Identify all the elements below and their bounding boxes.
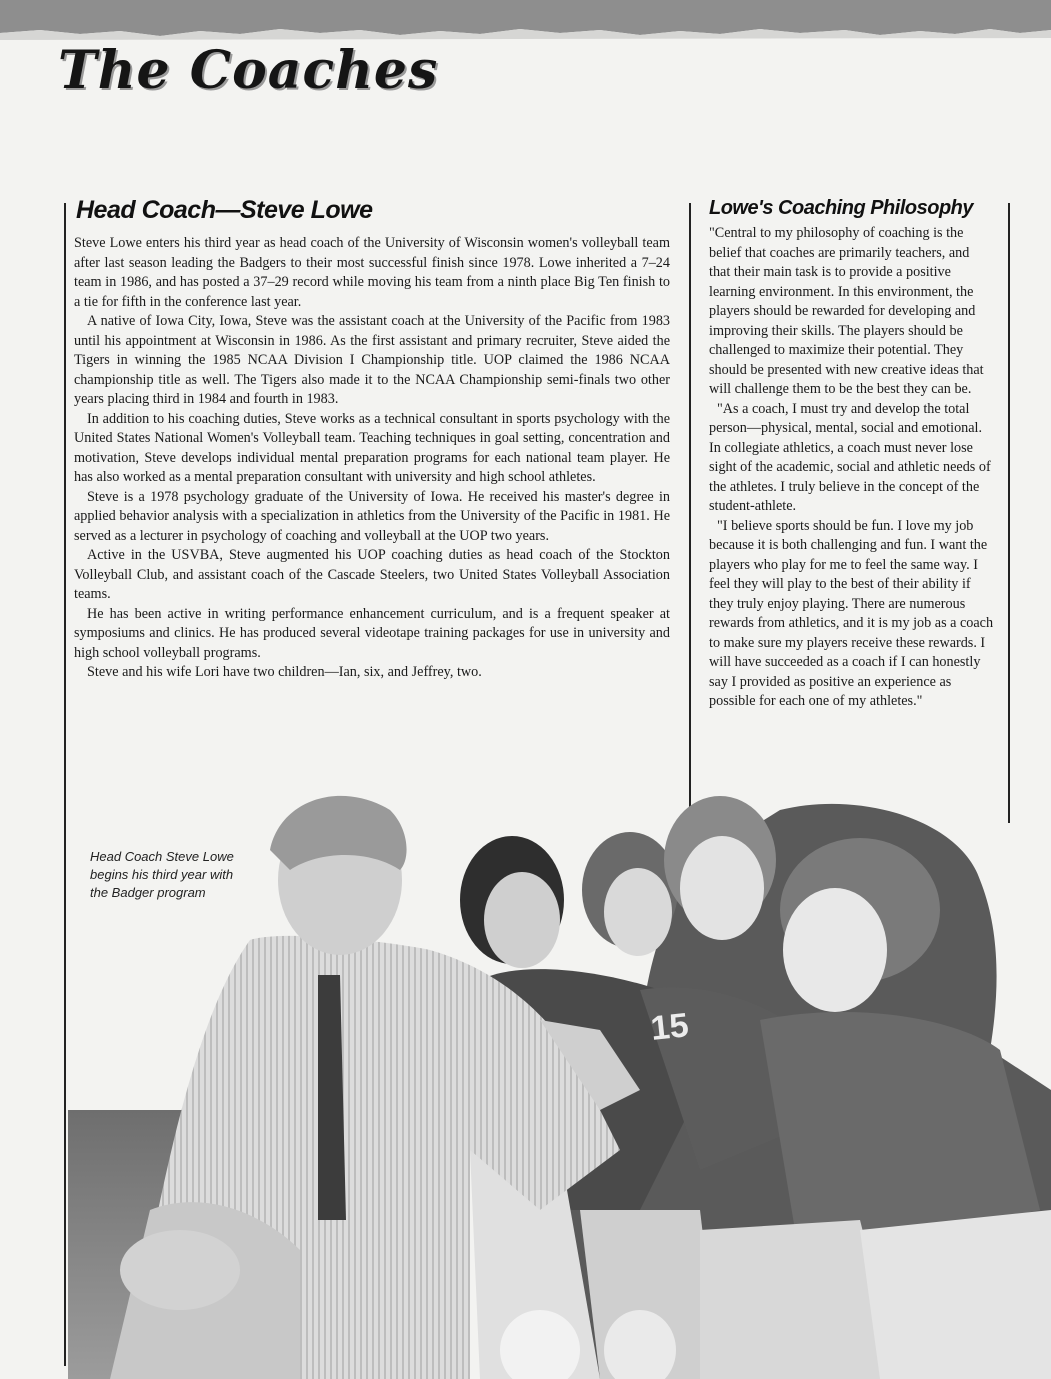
sidebar-paragraph: "I believe sports should be fun. I love my job because it is both challenging and fun. I want the players who play for me to feel the same way. I feel they will play to the best of their ability if they truly enjoy playing. There are numerous rewards from athletics, and it is my job as a coach to make sure my players receive these rewards. I will have succeeded as a coach if I can honestly say I provided as positive an experience as possible for each one of my athletes.": [709, 517, 994, 709]
main-paragraph: In addition to his coaching duties, Steve works as a technical consultant in sports psychology with the United States National Women's Volleyball team. Teaching techniques in goal setting, concentration and motivation, Steve develops individual mental preparation programs for each national team player. He has also worked as a mental preparation consultant with university and high school athletes.: [74, 410, 670, 485]
main-article-heading: Head Coach—Steve Lowe: [76, 196, 373, 224]
column-divider-rule: [689, 203, 691, 813]
main-paragraph: A native of Iowa City, Iowa, Steve was the assistant coach at the University of the Pacific from 1983 until his appointment at Wisconsin in 1986. As the first assistant and primary recruiter, Steve aided the Tigers in winning the 1985 NCAA Division I Championship title. UOP claimed the 1986 NCAA championship title as well. The Tigers also made it to the NCAA Championship semi-finals two other years placing third in 1984 and fourth in 1983.: [74, 313, 670, 407]
right-column-rule: [1008, 203, 1010, 823]
main-paragraph: Steve and his wife Lori have two children—Ian, six, and Jeffrey, two.: [87, 664, 482, 680]
sidebar-heading: Lowe's Coaching Philosophy: [709, 197, 974, 219]
main-paragraph: He has been active in writing performance enhancement curriculum, and is a frequent speaker at symposiums and clinics. He has produced several videotape training packages for use in university and high school volleyball programs.: [74, 605, 670, 661]
main-paragraph: Steve is a 1978 psychology graduate of the University of Iowa. He received his master's degree in applied behavior analysis with a specialization in athletics from the University of the Pacific in 1981. He served as a lecturer in psychology of coaching and volleyball at the UOP two years.: [74, 488, 670, 544]
main-article-body: [74, 234, 670, 683]
jersey-number: 15: [648, 1006, 691, 1048]
page-title: The Coaches: [58, 40, 439, 101]
sidebar-paragraph: "Central to my philosophy of coaching is the belief that coaches are primarily teachers, and that their main task is to provide a positive learning environment. In this environment, the players should be rewarded for developing and improving their skills. The players should be challenged to maximize their potential. They should be presented with new creative ideas that will challenge them to be the best they can be.: [709, 225, 984, 397]
photo-caption: Head Coach Steve Lowe begins his third year with the Badger program: [90, 849, 234, 900]
main-paragraph: Active in the USVBA, Steve augmented his UOP coaching duties as head coach of the Stockton Volleyball Club, and assistant coach of the Cascade Steelers, two United States Volleyball Association teams.: [74, 547, 670, 602]
sidebar-body: [709, 224, 994, 712]
main-paragraph: Steve Lowe enters his third year as head coach of the University of Wisconsin women's volleyball team after last season leading the Badgers to their most successful finish since 1978. Lowe inherited a 7–24 team in 1986, and has posted a 37–29 record while moving his team from a ninth place Big Ten finish to a tie for fifth in the conference last year.: [74, 235, 670, 310]
sidebar-paragraph: "As a coach, I must try and develop the total person—physical, mental, social and emotional. In collegiate athletics, a coach must never lose sight of the academic, social and athletic needs of the athletes. I truly believe in the concept of the student-athlete.: [709, 400, 991, 514]
